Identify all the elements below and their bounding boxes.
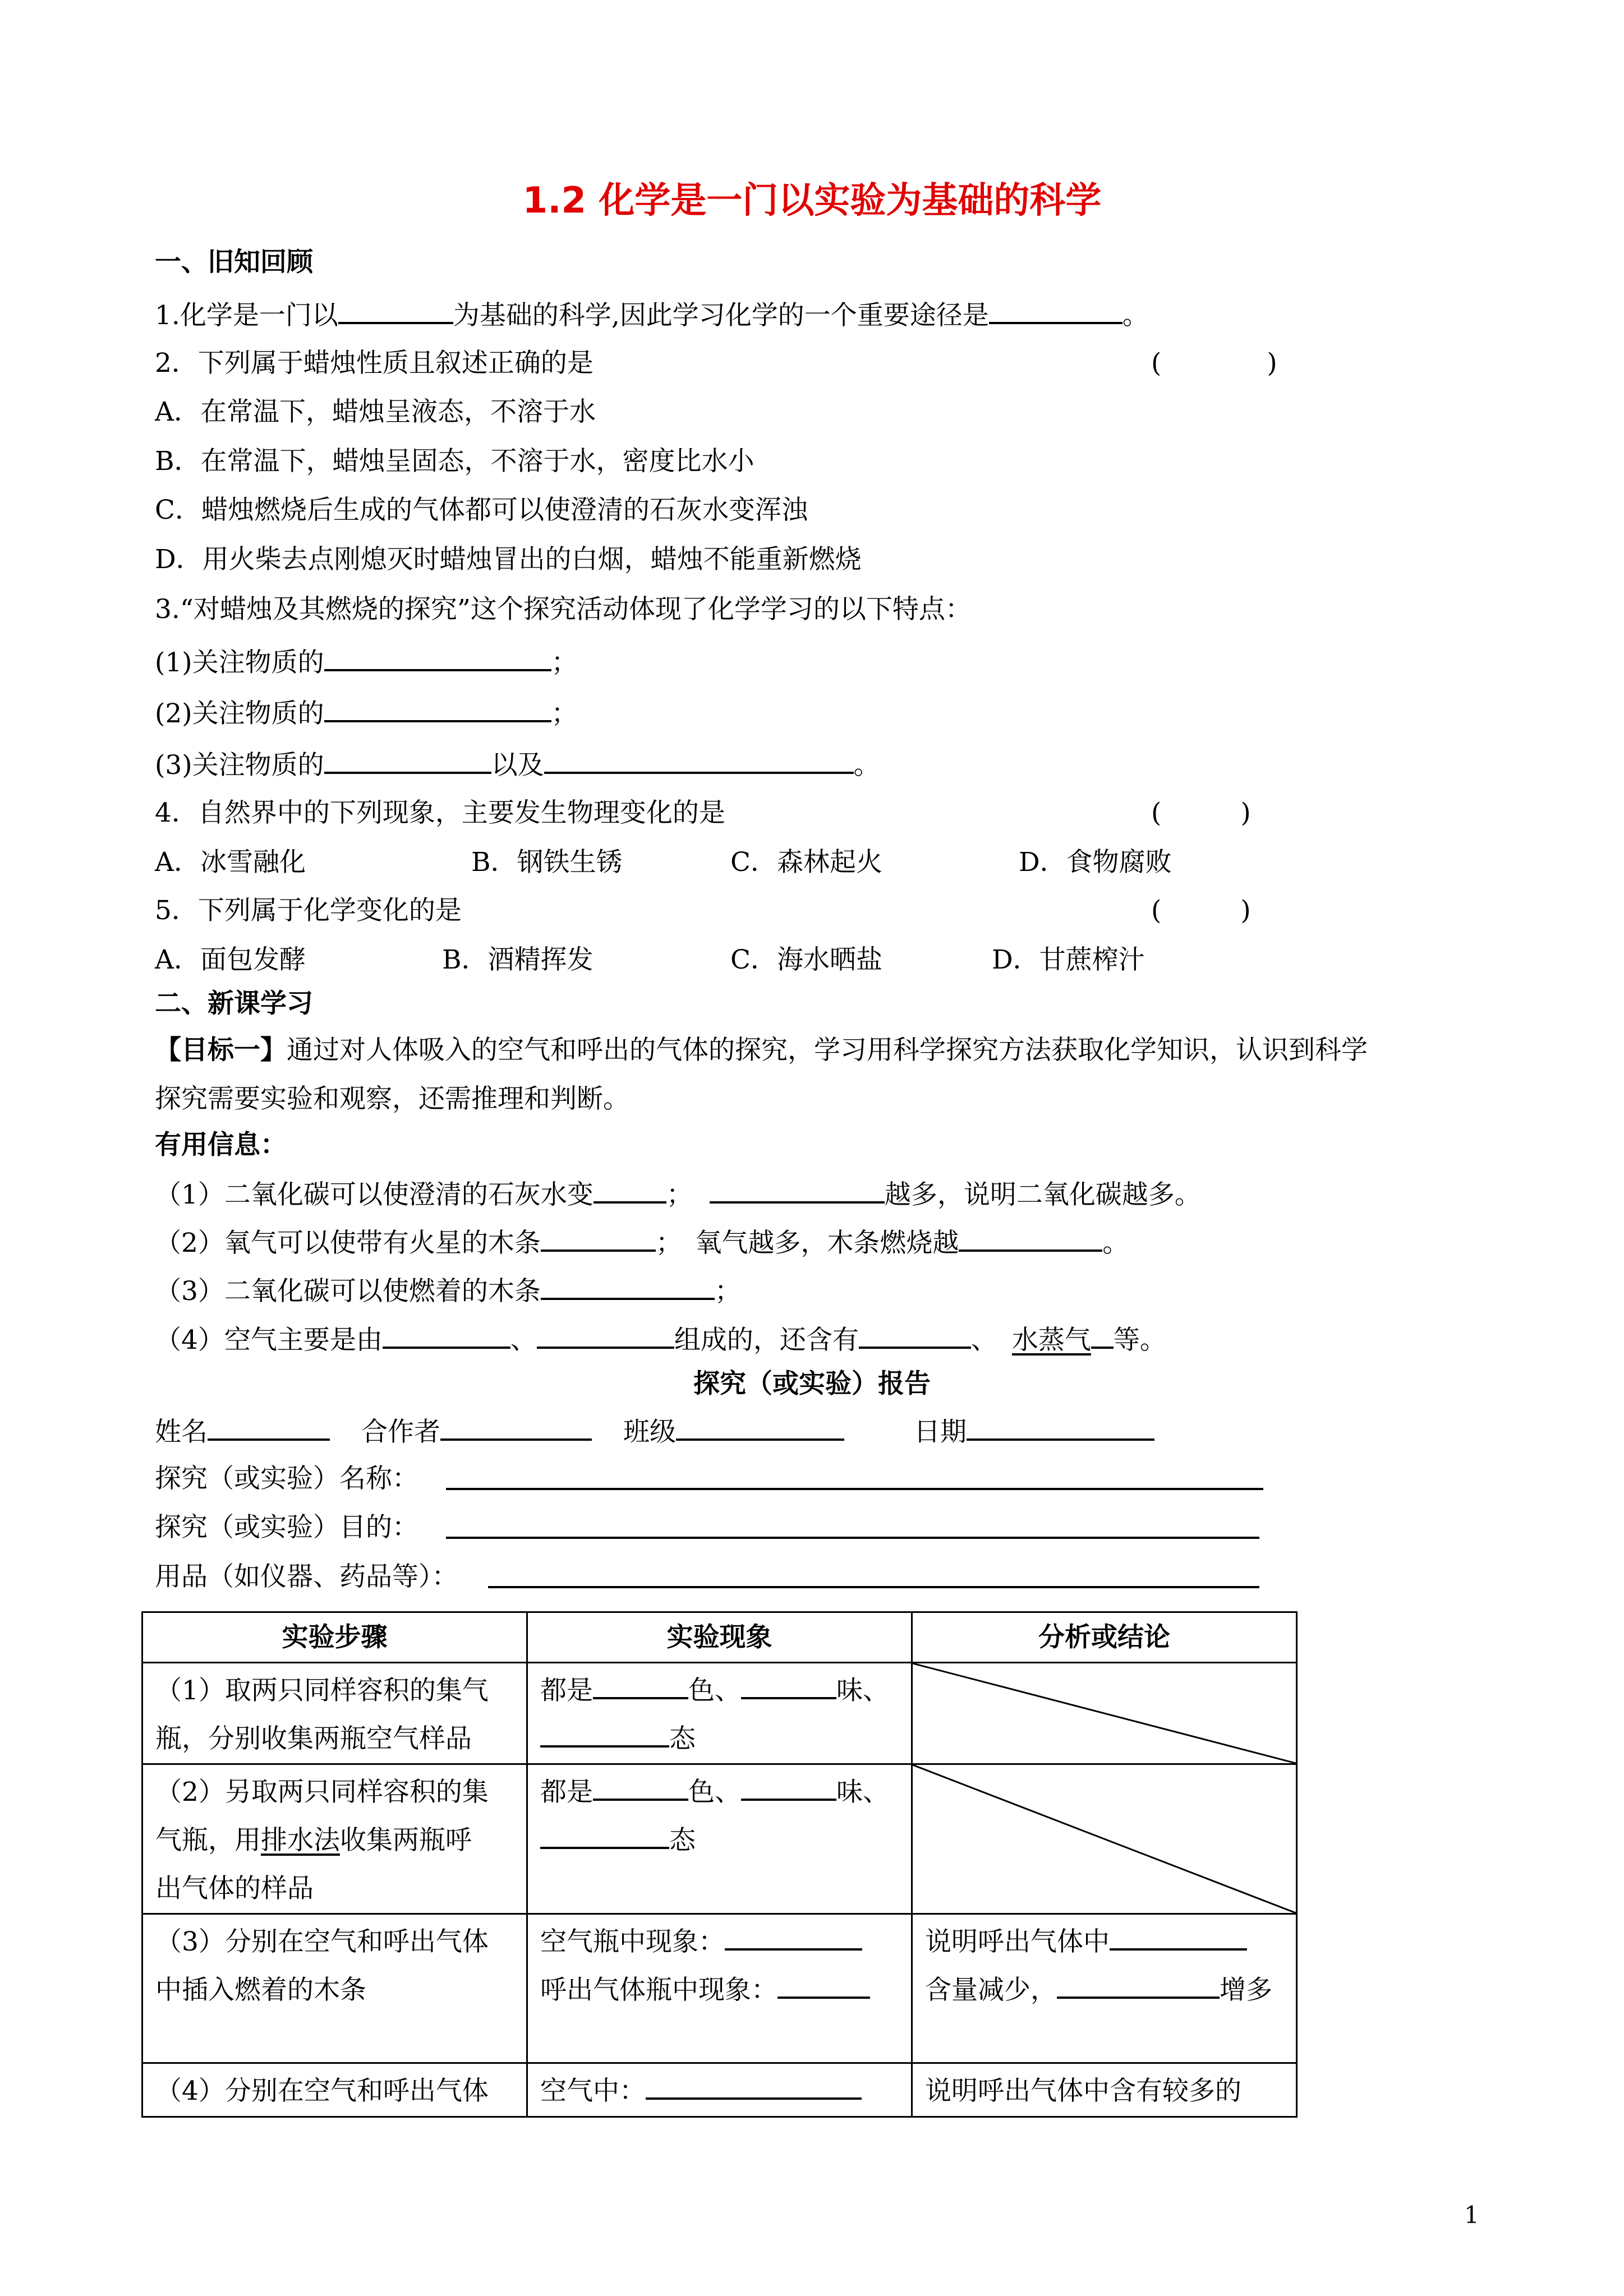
row2-step-line-2b: 收集两瓶呼 bbox=[340, 1825, 472, 1856]
row3-step-line-2: 中插入燃着的木条 bbox=[155, 1975, 366, 2005]
info3-text-b: ； bbox=[714, 1276, 741, 1307]
q4-option-b: B．钢铁生锈 bbox=[471, 847, 623, 878]
q3-semicolon: ； bbox=[551, 698, 578, 729]
q5-option-d: D．甘蔗榨汁 bbox=[992, 944, 1145, 975]
q3-blank-4[interactable] bbox=[544, 747, 854, 774]
info4-text-b: 、 bbox=[510, 1325, 537, 1356]
row2-obs-text-b: 色、 bbox=[688, 1777, 741, 1808]
row3-conclusion bbox=[912, 1914, 1297, 2063]
useful-info-heading: 有用信息： bbox=[155, 1129, 287, 1160]
info4-text-c: 组成的，还含有 bbox=[674, 1325, 859, 1356]
row3-con-text-b: 含量减少， bbox=[925, 1975, 1057, 2005]
q3-item-3-and: 以及 bbox=[491, 750, 544, 781]
info-item-2 bbox=[155, 1225, 1129, 1260]
row4-step-line-1: （4）分别在空气和呼出气体 bbox=[155, 2076, 489, 2106]
goal-one-text: 通过对人体吸入的空气和呼出的气体的探究，学习用科学探究方法获取化学知识，认识到科学 bbox=[287, 1035, 1368, 1066]
info4-blank-tail bbox=[1091, 1322, 1114, 1349]
report-partner-label: 合作者 bbox=[361, 1417, 440, 1447]
report-date-field[interactable] bbox=[967, 1414, 1154, 1441]
report-supplies-label: 用品（如仪器、药品等）： bbox=[155, 1561, 458, 1592]
row1-step-line-2: 瓶，分别收集两瓶空气样品 bbox=[155, 1723, 472, 1754]
row2-observation bbox=[527, 1764, 912, 1914]
q1-text-c: 。 bbox=[1122, 300, 1149, 331]
info4-text-f: 等。 bbox=[1113, 1325, 1166, 1356]
row3-exhaled-label: 呼出气体瓶中现象： bbox=[540, 1975, 778, 2005]
row3-con-blank-1[interactable] bbox=[1110, 1924, 1247, 1951]
info4-blank-2[interactable] bbox=[537, 1322, 674, 1349]
q3-item-2-text: (2)关注物质的 bbox=[155, 698, 324, 729]
row2-step-line-1: （2）另取两只同样容积的集 bbox=[155, 1777, 489, 1808]
row4-observation bbox=[527, 2063, 912, 2117]
row3-con-blank-2[interactable] bbox=[1057, 1972, 1220, 1999]
row2-odor-blank[interactable] bbox=[741, 1774, 836, 1801]
header-conclusion: 分析或结论 bbox=[912, 1612, 1297, 1663]
report-heading: 探究（或实验）报告 bbox=[693, 1368, 931, 1399]
row1-state-blank[interactable] bbox=[540, 1721, 669, 1748]
row2-obs-text-d: 态 bbox=[669, 1825, 696, 1856]
table-row bbox=[142, 1663, 1297, 1764]
report-class-field[interactable] bbox=[676, 1414, 844, 1441]
section-heading-review: 一、旧知回顾 bbox=[155, 247, 313, 278]
q5-option-c: C．海水晒盐 bbox=[730, 944, 882, 975]
row2-drainage-method: 排水法 bbox=[261, 1825, 340, 1856]
q4-option-c: C．森林起火 bbox=[730, 847, 882, 878]
question-3-stem: 3.“对蜡烛及其燃烧的探究”这个探究活动体现了化学学习的以下特点： bbox=[155, 594, 972, 625]
goal-one-line-1 bbox=[155, 1034, 1368, 1067]
table-header-row bbox=[142, 1612, 1297, 1663]
row4-air-blank[interactable] bbox=[646, 2073, 862, 2100]
info-item-4 bbox=[155, 1322, 1166, 1357]
table-row bbox=[142, 1914, 1297, 2063]
q1-blank-1[interactable] bbox=[338, 297, 453, 324]
row4-air-label: 空气中： bbox=[540, 2076, 646, 2106]
q5-answer-paren[interactable]: ( ) bbox=[1151, 895, 1251, 926]
row1-conclusion-crossed bbox=[912, 1663, 1297, 1764]
row2-step bbox=[142, 1764, 527, 1914]
q3-semicolon: ； bbox=[551, 647, 578, 678]
row2-step-line-2a: 气瓶，用 bbox=[155, 1825, 261, 1856]
row3-step-line-1: （3）分别在空气和呼出气体 bbox=[155, 1926, 489, 1957]
report-exp-name-label: 探究（或实验）名称： bbox=[155, 1463, 418, 1494]
page-number: 1 bbox=[1464, 2201, 1479, 2229]
info3-text-a: （3）二氧化碳可以使燃着的木条 bbox=[155, 1276, 541, 1307]
info1-text-b: ； bbox=[666, 1179, 693, 1210]
report-supplies-field[interactable] bbox=[488, 1586, 1259, 1588]
section-heading-new-lesson: 二、新课学习 bbox=[155, 988, 313, 1019]
q2-option-b: B．在常温下，蜡烛呈固态，不溶于水，密度比水小 bbox=[155, 446, 755, 477]
q1-blank-2[interactable] bbox=[989, 297, 1122, 324]
info4-water-vapor: 水蒸气 bbox=[1011, 1325, 1091, 1356]
row3-observation bbox=[527, 1914, 912, 2063]
q5-option-a: A．面包发酵 bbox=[155, 944, 306, 975]
row4-con-text: 说明呼出气体中含有较多的 bbox=[925, 2076, 1241, 2106]
info2-blank-1[interactable] bbox=[541, 1225, 656, 1252]
q2-option-c: C．蜡烛燃烧后生成的气体都可以使澄清的石灰水变浑浊 bbox=[155, 495, 808, 525]
info2-text-a: （2）氧气可以使带有火星的木条 bbox=[155, 1228, 541, 1258]
info4-text-a: （4）空气主要是由 bbox=[155, 1325, 383, 1356]
page-title: 1.2 化学是一门以实验为基础的科学 bbox=[522, 180, 1102, 222]
q3-blank-1[interactable] bbox=[324, 644, 551, 671]
question-2-stem: 2．下列属于蜡烛性质且叙述正确的是 bbox=[155, 348, 594, 379]
q4-option-a: A．冰雪融化 bbox=[155, 847, 306, 878]
q5-option-b: B．酒精挥发 bbox=[442, 944, 594, 975]
q3-item-2 bbox=[155, 695, 578, 731]
q3-blank-2[interactable] bbox=[324, 695, 551, 722]
header-observations: 实验现象 bbox=[527, 1612, 912, 1663]
q3-period: 。 bbox=[853, 750, 880, 781]
table-row bbox=[142, 2063, 1297, 2117]
q1-text-a: 1.化学是一门以 bbox=[155, 300, 338, 331]
info4-blank-3[interactable] bbox=[859, 1322, 971, 1349]
experiment-table bbox=[141, 1611, 1298, 2118]
question-4-stem: 4．自然界中的下列现象，主要发生物理变化的是 bbox=[155, 797, 725, 828]
q4-answer-paren[interactable]: ( ) bbox=[1151, 797, 1251, 828]
q3-item-1-text: (1)关注物质的 bbox=[155, 647, 324, 678]
row2-step-line-3: 出气体的样品 bbox=[155, 1873, 314, 1904]
q3-blank-3[interactable] bbox=[324, 747, 491, 774]
info1-text-c: 越多，说明二氧化碳越多。 bbox=[884, 1179, 1201, 1210]
info4-text-d: 、 bbox=[970, 1325, 997, 1356]
report-name-field[interactable] bbox=[208, 1414, 330, 1441]
row2-conclusion-crossed bbox=[912, 1764, 1297, 1914]
table-row bbox=[142, 1764, 1297, 1914]
row3-con-text-a: 说明呼出气体中 bbox=[925, 1926, 1110, 1957]
q4-option-d: D．食物腐败 bbox=[1019, 847, 1172, 878]
diagonal-slash bbox=[913, 1765, 1296, 1913]
goal-one-line-2: 探究需要实验和观察，还需推理和判断。 bbox=[155, 1084, 629, 1114]
question-5-stem: 5．下列属于化学变化的是 bbox=[155, 895, 462, 926]
row1-color-blank[interactable] bbox=[593, 1672, 688, 1699]
q3-item-3-text: (3)关注物质的 bbox=[155, 750, 324, 781]
row2-obs-text-c: 味、 bbox=[836, 1777, 889, 1808]
row1-odor-blank[interactable] bbox=[741, 1672, 836, 1699]
info-item-3 bbox=[155, 1273, 741, 1308]
report-date-label: 日期 bbox=[914, 1417, 967, 1447]
row3-air-blank[interactable] bbox=[725, 1924, 862, 1951]
row4-step bbox=[142, 2063, 527, 2117]
report-partner-field[interactable] bbox=[440, 1414, 592, 1441]
row4-conclusion bbox=[912, 2063, 1297, 2117]
row1-obs-text-c: 味、 bbox=[836, 1675, 889, 1706]
report-exp-goal-label: 探究（或实验）目的： bbox=[155, 1512, 418, 1543]
q2-answer-paren[interactable]: ( ) bbox=[1151, 348, 1277, 379]
row3-step bbox=[142, 1914, 527, 2063]
report-exp-name-field[interactable] bbox=[446, 1488, 1263, 1490]
row1-observation bbox=[527, 1663, 912, 1764]
row1-obs-text-b: 色、 bbox=[688, 1675, 741, 1706]
q1-text-b: 为基础的科学,因此学习化学的一个重要途径是 bbox=[453, 300, 989, 331]
row2-obs-text-a: 都是 bbox=[540, 1777, 593, 1808]
info1-blank-2[interactable] bbox=[710, 1177, 885, 1204]
report-meta-row bbox=[155, 1414, 1154, 1449]
row3-exhaled-blank[interactable] bbox=[778, 1972, 870, 1999]
header-steps: 实验步骤 bbox=[142, 1612, 527, 1663]
report-exp-goal-field[interactable] bbox=[446, 1537, 1259, 1539]
info1-text-a: （1）二氧化碳可以使澄清的石灰水变 bbox=[155, 1179, 594, 1210]
diagonal-slash bbox=[913, 1663, 1296, 1763]
info2-text-b: ； 氧气越多，木条燃烧越 bbox=[655, 1228, 959, 1258]
q3-item-1 bbox=[155, 644, 578, 680]
row3-con-text-c: 增多 bbox=[1220, 1975, 1272, 2005]
row1-step bbox=[142, 1663, 527, 1764]
info2-blank-2[interactable] bbox=[959, 1225, 1102, 1252]
q2-option-d: D．用火柴去点刚熄灭时蜡烛冒出的白烟，蜡烛不能重新燃烧 bbox=[155, 544, 862, 575]
row1-step-line-1: （1）取两只同样容积的集气 bbox=[155, 1675, 489, 1706]
row1-obs-text-a: 都是 bbox=[540, 1675, 593, 1706]
row3-air-label: 空气瓶中现象： bbox=[540, 1926, 725, 1957]
info3-blank-1[interactable] bbox=[541, 1273, 715, 1300]
info-item-1 bbox=[155, 1177, 1201, 1212]
report-class-label: 班级 bbox=[623, 1417, 676, 1447]
question-1 bbox=[155, 297, 1149, 333]
goal-one-tag: 【目标一】 bbox=[155, 1035, 287, 1066]
row1-obs-text-d: 态 bbox=[669, 1723, 696, 1754]
info1-blank-1[interactable] bbox=[594, 1177, 666, 1204]
info2-text-c: 。 bbox=[1102, 1228, 1129, 1258]
report-name-label: 姓名 bbox=[155, 1417, 208, 1447]
q3-item-3 bbox=[155, 747, 880, 782]
q2-option-a: A．在常温下，蜡烛呈液态，不溶于水 bbox=[155, 397, 596, 427]
info4-blank-1[interactable] bbox=[383, 1322, 510, 1349]
row2-state-blank[interactable] bbox=[540, 1822, 669, 1849]
row2-color-blank[interactable] bbox=[593, 1774, 688, 1801]
